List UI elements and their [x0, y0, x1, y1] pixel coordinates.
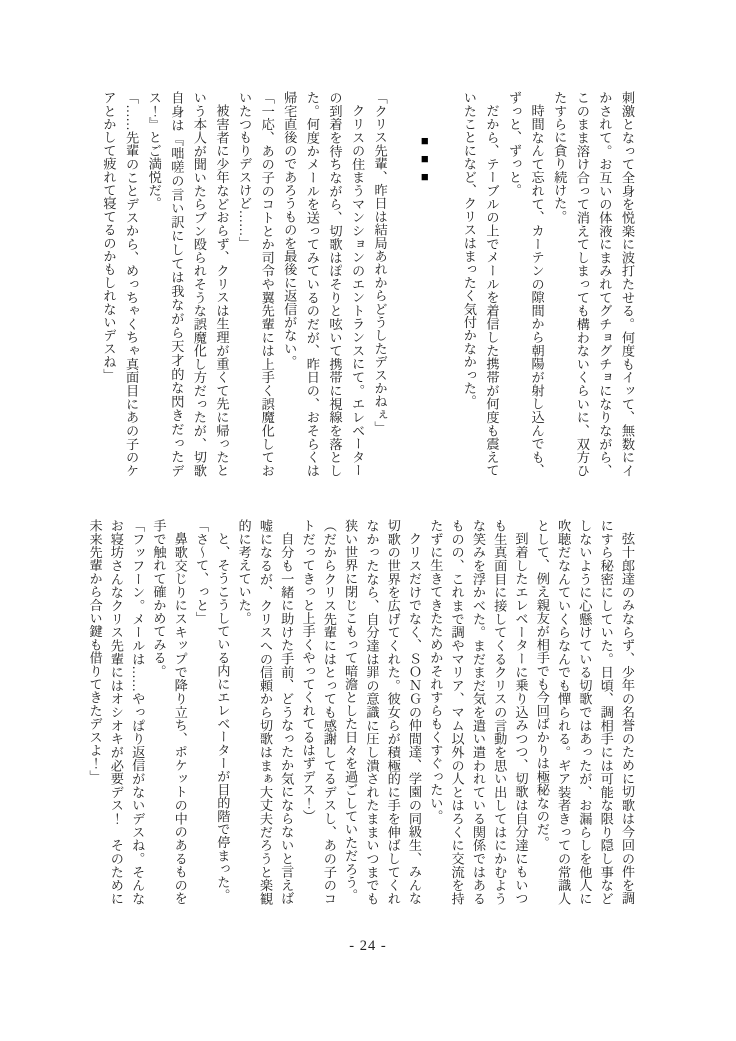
- paragraph: と、そうこうしている内にエレベーターが目的階で停まった。: [215, 532, 231, 902]
- paragraph: （だからクリス先輩にはとっても感謝してるデスし、あの子のコトだってきっと上手くやってくれてるはずデス！）: [300, 519, 337, 905]
- paragraph: 「フッフーン。メールは……やっぱり返信がないデスね。そんなお寝坊さんなクリス先輩にはオシオキが必要デス！ そのために未来先輩から合い鍵も借りてきたデスよ！」: [87, 519, 146, 905]
- paragraph: だから、テーブルの上でメールを着信した携帯が何度も震えていたことになど、クリスはまったく気付かなかった。: [461, 91, 500, 477]
- bottom-text-block: [84, 519, 638, 905]
- paragraph: 弦十郎達のみならず、少年の名誉のために切歌は今回の件を調にすら秘密にしていた。日頃、調相手には可能な限り隠し事などしないように心懸けている切歌ではあったが、お漏らしを他人に吹聴だなんていくらなんでも憚られる。ギア装者きっての常識人として、例え親友が相手でも今回ばかりは極秘なのだ。: [534, 519, 635, 905]
- paragraph: クリスだけでなく、ＳＯＮＧの仲間達、学園の同級生、みんな切歌の世界を広げてくれた。彼女らが積極的に手を伸ばしてくれなかったなら、自分達は罪の意識に圧し潰されたままいつまでも狭い世界に閉じこもって暗澹とした日々を過ごしていただろう。: [343, 519, 423, 905]
- paragraph: クリスの住まうマンションのエントランスにて。エレベーターの到着を待ちながら、切歌はぽそりと呟いて携帯に視線を落とした。何度かメールを送ってみているのだが、昨日の、おそらくは帰宅直後のであろうものを最後に返信がない。: [282, 91, 366, 477]
- paragraph: 自分も一緒に助けた手前、どうなったか気にならないと言えば嘘になるが、クリスへの信頼から切歌はまぁ大丈夫だろうと楽観的に考えていた。: [236, 519, 295, 905]
- paragraph: 鼻歌交じりにスキップで降り立ち、ポケットの中のあるものを手で触れて確かめてみる。: [151, 519, 188, 905]
- section-divider-squares: ■■■: [417, 133, 433, 187]
- paragraph: 「クリス先輩、昨日は結局あれからどうしたデスかねぇ」: [372, 91, 388, 435]
- page-number: - 24 -: [349, 938, 387, 954]
- paragraph: 「……先輩のことデスから、めっちゃくちゃ真面目にあの子のケアとかして疲れて寝てるのかもしれないデスね」: [101, 91, 140, 477]
- paragraph: 被害者に少年などおらず、クリスは生理が重くて先に帰ったという本人が聞いたらブン殴られそうな誤魔化し方だったが、切歌自身は『咄嗟の言い訳にしては我ながら天才的な閃きだったデス！』とご満悦だ。: [146, 91, 230, 477]
- paragraph: 到着したエレベーターに乗り込みつつ、切歌は自分達にもいつも生真面目に接してくるクリスの言動を思い出してはにかむような笑みを浮かべた。まだまだ気を遣い遣われている関係ではあるものの、これまで調やマリア、マム以外の人とはろくに交流を持たずに生きてきたためかそれすらもくすぐったい。: [428, 519, 529, 905]
- paragraph: 刺激となって全身を悦楽に波打たせる。何度もイッて、無数にイかされて。お互いの体液にまみれてグチョグチョになりながら、このまま溶け合って消えてしまっても構わないくらいに、双方ひたすらに貪り続けた。: [552, 91, 635, 477]
- paragraph: 「さ〜て、っと」: [194, 519, 210, 625]
- paragraph: 時間なんて忘れて、カーテンの隙間から朝陽が射し込んでも、ずっと、ずっと。: [507, 91, 545, 477]
- paragraph: 「一応、あの子のコトとか司令や翼先輩には上手く誤魔化しておいたつもりデスけど……」: [237, 91, 275, 477]
- top-text-block: [97, 91, 638, 477]
